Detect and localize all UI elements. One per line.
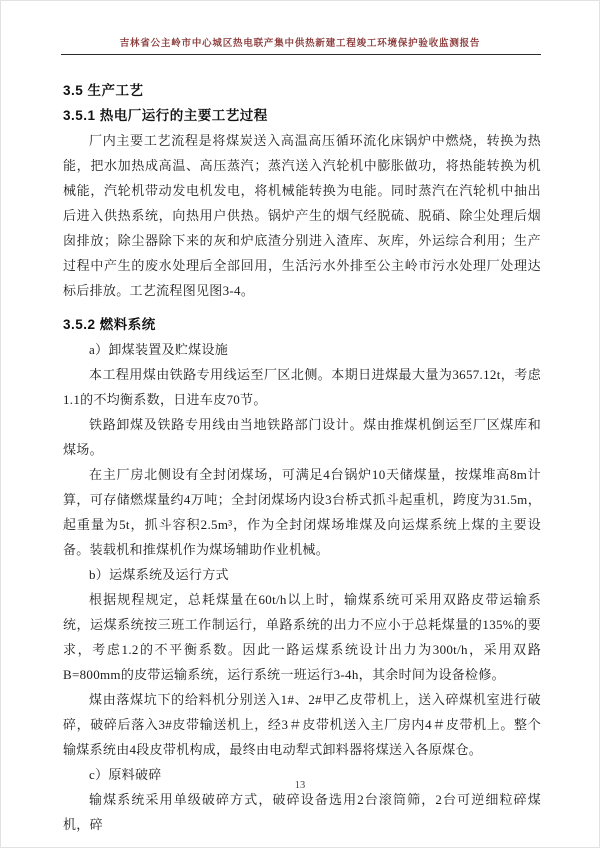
paragraph: a）卸煤装置及贮煤设施	[89, 342, 229, 357]
paragraph: 根据规程规定，总耗煤量在60t/h以上时，输煤系统可采用双路皮带运输系统，运煤系统按三班工作制运行，单路系统的出力不应小于总耗煤量的135%的要求，考虑1.2的不平衡系数。因此一路运煤系统设计出力为300t/h，采用双路B=800mm的皮带运输系统，运行系统一班运行3-4h，其余时间为设备检修。	[63, 592, 541, 682]
paragraph: 铁路卸煤及铁路专用线由当地铁路部门设计。煤由推煤机倒运至厂区煤库和煤场。	[63, 417, 541, 457]
paragraph: 厂内主要工艺流程是将煤炭送入高温高压循环流化床锅炉中燃烧，转换为热能，把水加热成高温、高压蒸汽；蒸汽送入汽轮机中膨胀做功，将热能转换为机械能，汽轮机带动发电机发电，将机械能转换为电能。同时蒸汽在汽轮机中抽出后进入供热系统，向热用户供热。锅炉产生的烟气经脱硫、脱硝、除尘处理后烟囱排放；除尘器除下来的灰和炉底渣分别进入渣库、灰库，外运综合利用；生产过程中产生的废水处理后全部回用，生活污水外排至公主岭市污水处理厂处理达标后排放。工艺流程图见图3-4。	[63, 133, 541, 298]
section-heading: 3.5.1 热电厂运行的主要工艺过程	[63, 108, 268, 123]
paragraph: b）运煤系统及运行方式	[89, 567, 229, 582]
document-body	[1, 55, 599, 837]
paragraph: c）原料破碎	[89, 767, 162, 782]
paragraph: 在主厂房北侧设有全封闭煤场，可满足4台锅炉10天储煤量，按煤堆高8m计算，可存储燃煤量约4万吨；全封闭煤场内设3台桥式抓斗起重机，跨度为31.5m，起重量为5t，抓斗容积2.5m³，作为全封闭煤场堆煤及向运煤系统上煤的主要设备。装载机和推煤机作为煤场辅助作业机械。	[63, 467, 541, 557]
paragraph: 煤由落煤坑下的给料机分别送入1#、2#甲乙皮带机上，送入碎煤机室进行破碎，破碎后落入3#皮带输送机上，经3＃皮带机送入主厂房内4＃皮带机上。整个输煤系统由4段皮带机构成，最终由电动犁式卸料器将煤送入各原煤仓。	[63, 692, 541, 757]
paragraph: 本工程用煤由铁路专用线运至厂区北侧。本期日进煤最大量为3657.12t，考虑1.1的不均衡系数，日进车皮70节。	[63, 367, 541, 407]
running-header: 吉林省公主岭市中心城区热电联产集中供热新建工程竣工环境保护验收监测报告	[119, 39, 481, 49]
section-heading: 3.5 生产工艺	[63, 83, 144, 98]
paragraph: 输煤系统采用单级破碎方式，破碎设备选用2台滚筒筛，2台可逆细粒碎煤机，碎	[63, 792, 541, 832]
page-number: 13	[294, 780, 306, 791]
section-heading: 3.5.2 燃料系统	[63, 317, 156, 332]
